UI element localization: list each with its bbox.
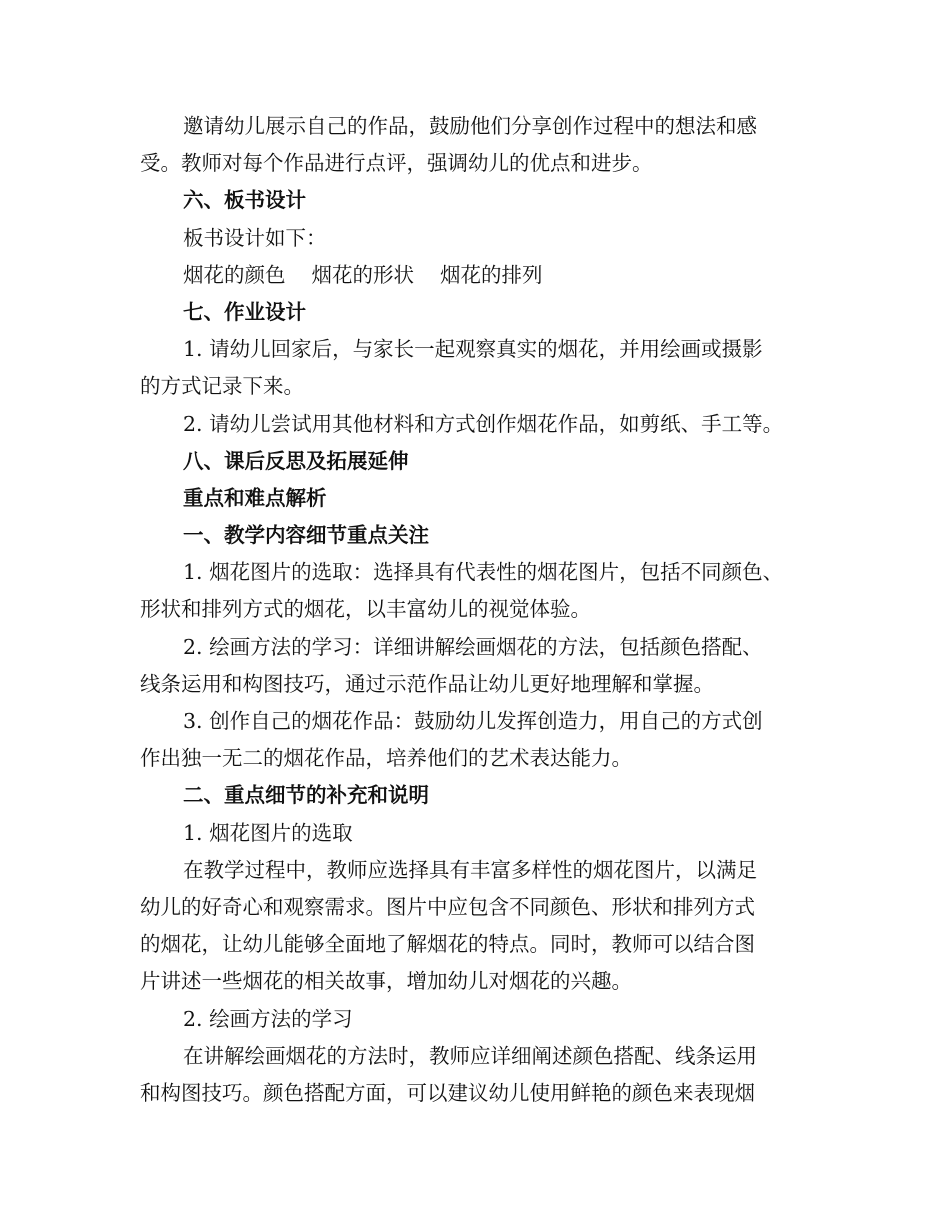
board-item: 烟花的形状 xyxy=(311,262,414,287)
paragraph-line: 的方式记录下来。 xyxy=(140,374,304,399)
section-heading: 二、重点细节的补充和说明 xyxy=(183,783,429,808)
section-heading: 重点和难点解析 xyxy=(183,485,327,510)
paragraph-line xyxy=(140,257,840,294)
paragraph-line: 3. 创作自己的烟花作品：鼓励幼儿发挥创造力，用自己的方式创 xyxy=(183,709,763,733)
paragraph-line: 在讲解绘画烟花的方法时，教师应详细阐述颜色搭配、线条运用 xyxy=(183,1043,757,1068)
paragraph-line: 在教学过程中，教师应选择具有丰富多样性的烟花图片，以满足 xyxy=(183,857,757,882)
section-heading: 七、作业设计 xyxy=(183,299,306,324)
paragraph-line: 2. 绘画方法的学习：详细讲解绘画烟花的方法，包括颜色搭配、 xyxy=(183,634,763,659)
paragraph-line: 形状和排列方式的烟花，以丰富幼儿的视觉体验。 xyxy=(140,597,591,622)
paragraph-line: 的烟花，让幼儿能够全面地了解烟花的特点。同时，教师可以结合图 xyxy=(140,932,755,957)
board-item: 烟花的颜色 xyxy=(183,262,286,287)
section-heading: 六、板书设计 xyxy=(183,188,306,213)
paragraph-line: 作出独一无二的烟花作品，培养他们的艺术表达能力。 xyxy=(140,746,632,771)
paragraph-line: 1. 烟花图片的选取 xyxy=(183,820,353,845)
section-heading: 一、教学内容细节重点关注 xyxy=(183,523,429,548)
paragraph-line: 片讲述一些烟花的相关故事，增加幼儿对烟花的兴趣。 xyxy=(140,969,632,994)
paragraph-line: 受。教师对每个作品进行点评，强调幼儿的优点和进步。 xyxy=(140,151,653,176)
board-item: 烟花的排列 xyxy=(440,262,543,287)
section-heading: 八、课后反思及拓展延伸 xyxy=(183,448,409,473)
paragraph-line: 线条运用和构图技巧，通过示范作品让幼儿更好地理解和掌握。 xyxy=(140,671,714,696)
paragraph-line: 1. 请幼儿回家后，与家长一起观察真实的烟花，并用绘画或摄影 xyxy=(183,337,763,362)
paragraph-line: 板书设计如下： xyxy=(183,225,327,250)
paragraph-line: 2. 绘画方法的学习 xyxy=(183,1006,353,1031)
paragraph-line: 2. 请幼儿尝试用其他材料和方式创作烟花作品，如剪纸、手工等。 xyxy=(183,411,784,436)
paragraph-line: 邀请幼儿展示自己的作品，鼓励他们分享创作过程中的想法和感 xyxy=(183,114,757,138)
paragraph-line: 和构图技巧。颜色搭配方面，可以建议幼儿使用鲜艳的颜色来表现烟 xyxy=(140,1080,755,1105)
paragraph-line: 1. 烟花图片的选取：选择具有代表性的烟花图片，包括不同颜色、 xyxy=(183,560,784,585)
paragraph-line: 幼儿的好奇心和观察需求。图片中应包含不同颜色、形状和排列方式 xyxy=(140,894,755,919)
